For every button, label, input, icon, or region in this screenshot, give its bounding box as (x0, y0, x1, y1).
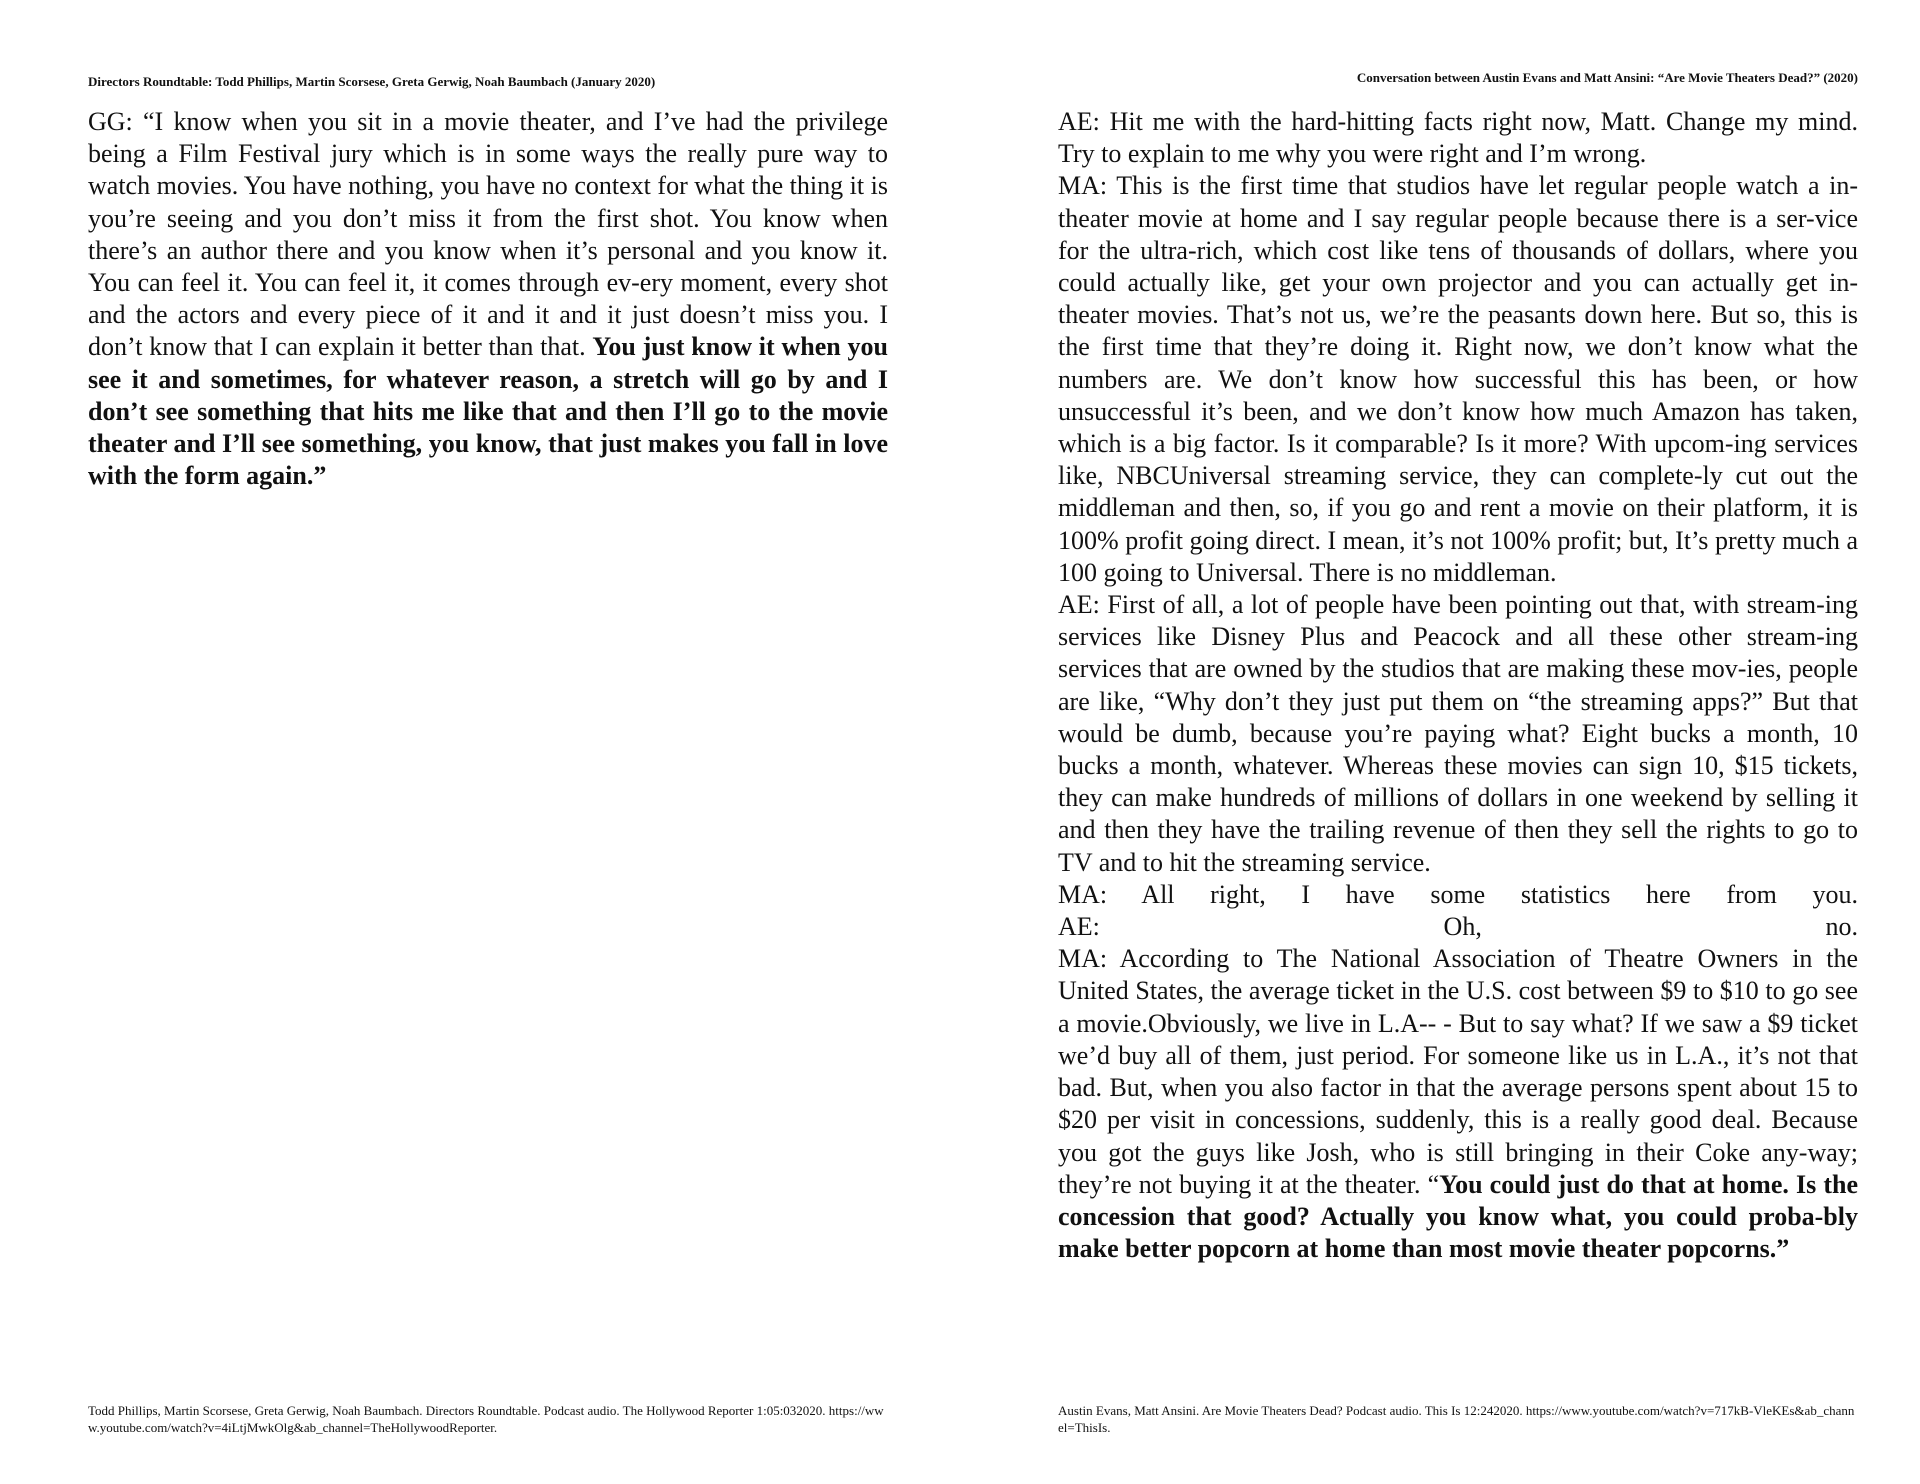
dialogue-line: MA: All right, I have some statistics here from you. (1058, 879, 1858, 909)
dialogue-line-final (1058, 943, 1858, 1265)
dialogue-line: AE: Hit me with the hard-hitting facts right now, Matt. Change my mind. Try to explain to me why you were right and I’m wrong. (1058, 107, 1858, 169)
quote-bold: You just know it when you see it and sometimes, for whatever reason, a stretch will go by and I don’t see something that hits me like that and then I’ll go to the movie theater and I’ll see something, you know, that just makes you fall in love with the form again.” (88, 332, 888, 491)
running-head-right: Conversation between Austin Evans and Matt Ansini: “Are Movie Theaters Dead?” (2020) (1356, 70, 1858, 85)
left-body-text (88, 106, 888, 492)
footnote-left: Todd Phillips, Martin Scorsese, Greta Gerwig, Noah Baumbach. Directors Roundtable. Podcast audio. The Hollywood Reporter 1:05:032020. https://www.youtube.com/watch?v=4iLtjMwkOlg&ab_channel=TheHollywoodReporter. (88, 1403, 884, 1435)
left-page (88, 0, 888, 1484)
final-bold: You could just do that at home. Is the concession that good? Actually you know what, you could proba-bly make better popcorn at home than most movie theater popcorns.” (1058, 1169, 1858, 1264)
dialogue-line: MA: This is the first time that studios have let regular people watch a in-theater movie at home and I say regular people because there is a ser-vice for the ultra-rich, which cost like tens of thousands of dollars, where you could actually like, get your own projector and you can actually get in-theater movies. That’s not us, we’re the peasants down here. But so, this is the first time that they’re doing it. Right now, we don’t know what the numbers are. We don’t know how successful this has been, or how unsuccessful it’s been, and we don’t know how much Amazon has taken, which is a big factor. Is it comparable? Is it more? With upcom-ing services like, NBCUniversal streaming service, they can complete-ly cut out the middleman and then, so, if you go and rent a movie on their platform, it is 100% profit going direct. I mean, it’s not 100% profit; but, It’s pretty much a 100 going to Universal. There is no middleman. (1058, 171, 1858, 587)
final-regular: MA: According to The National Association of Theatre Owners in the United States, the average ticket in the U.S. cost between $9 to $10 to go see a movie.Obviously, we live in L.A-- - But to say what? If we saw a $9 ticket we’d buy all of them, just period. For someone like us in L.A., it’s not that bad. But, when you also factor in that the average persons spent about 15 to $20 per visit in concessions, suddenly, this is a really good deal. Because you got the guys like Josh, who is still bringing in their Coke any-way; they’re not buying it at the theater. “ (1058, 944, 1858, 1199)
quote-paragraph (88, 106, 888, 492)
right-page (1058, 0, 1858, 1484)
dialogue-line: AE: Oh, no. (1058, 912, 1858, 942)
dialogue-line: AE: First of all, a lot of people have been pointing out that, with stream-ing services like Disney Plus and Peacock and all these other stream-ing services that are owned by the studios that are making these mov-ies, people are like, “Why don’t they just put them on “the streaming apps?” But that would be dumb, because you’re paying what? Eight bucks a month, 10 bucks a month, whatever. Whereas these movies can sign 10, $15 tickets, they can make hundreds of millions of dollars in one weekend by selling it and then they have the trailing revenue of then they sell the rights to go to TV and to hit the streaming service. (1058, 590, 1858, 877)
right-body-text (1058, 106, 1858, 1265)
quote-regular: GG: “I know when you sit in a movie theater, and I’ve had the privilege being a Film Festival jury which is in some ways the really pure way to watch movies. You have nothing, you have no context for what the thing it is you’re seeing and you don’t miss it from the first shot. You know when there’s an author there and you know when it’s personal and you know it. You can feel it. You can feel it, it comes through ev-ery moment, every shot and the actors and every piece of it and it and it just doesn’t miss you. I don’t know that I can explain it better than that. (88, 107, 888, 362)
footnote-right: Austin Evans, Matt Ansini. Are Movie Theaters Dead? Podcast audio. This Is 12:242020. https://www.youtube.com/watch?v=717kB-VleKEs&ab_channel=ThisIs. (1058, 1403, 1855, 1435)
running-head-left: Directors Roundtable: Todd Phillips, Martin Scorsese, Greta Gerwig, Noah Baumbach (January 2020) (88, 74, 656, 89)
